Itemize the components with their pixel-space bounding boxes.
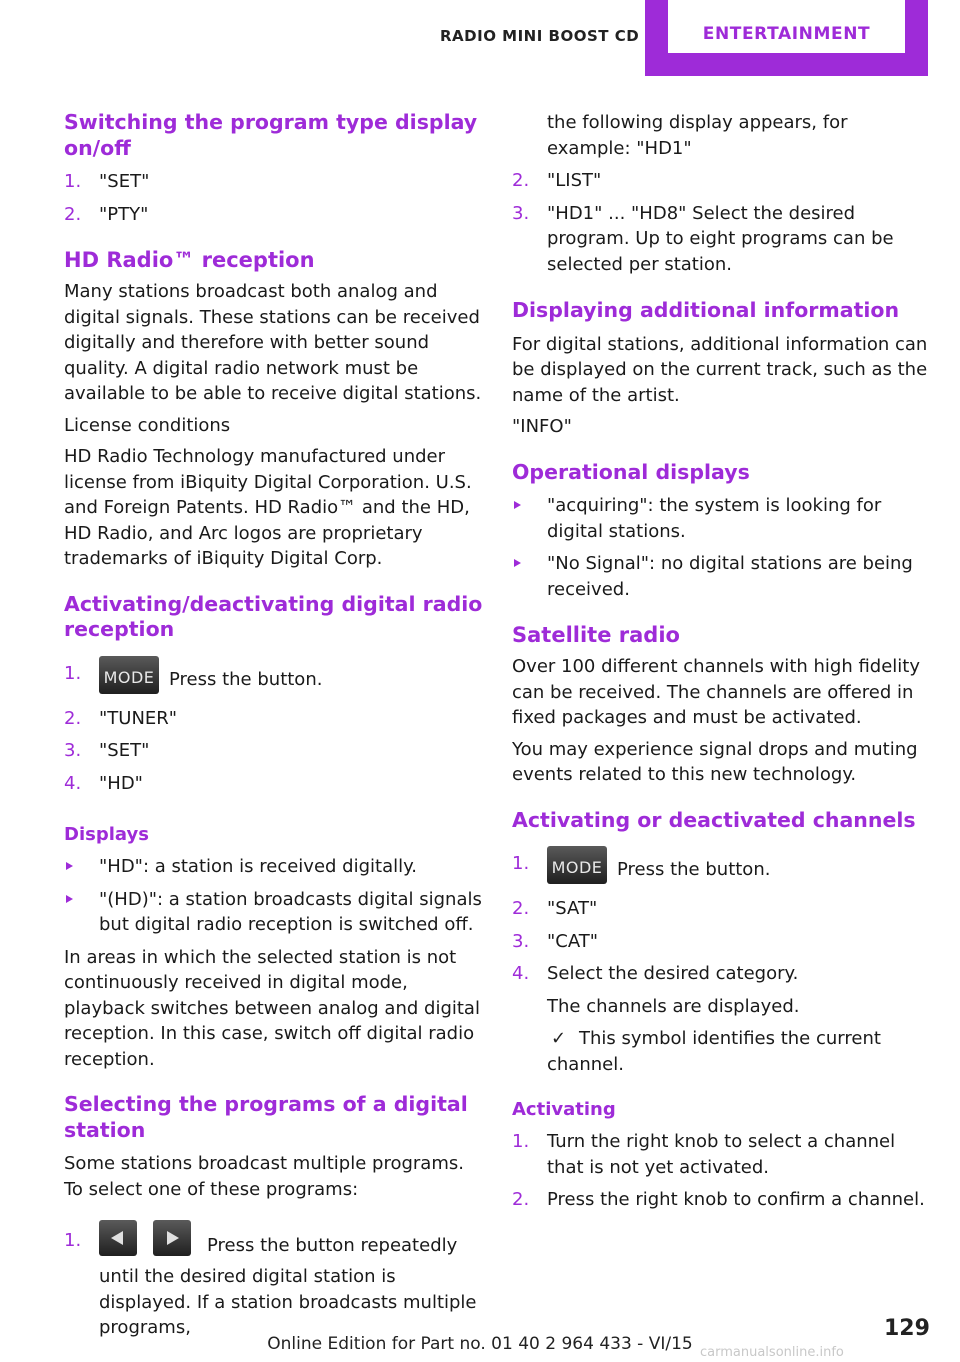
list-item-sub: ✓ This symbol identifies the current channel. xyxy=(547,1028,881,1075)
list-item: 1. Press the button repeatedly until the desired digital station is displayed. If a station broadcasts multiple programs, xyxy=(64,1228,484,1341)
chapter-tab xyxy=(645,0,928,76)
operational-list xyxy=(512,493,932,602)
list-item: 3. "CAT" xyxy=(512,930,599,952)
list-item: 3. "HD1" ... "HD8" Select the desired program. Up to eight programs can be selected per station. xyxy=(512,202,894,275)
list-item: 2. "SAT" xyxy=(512,898,598,919)
bullet-triangle-icon xyxy=(66,862,73,870)
previous-button-icon xyxy=(99,1220,137,1256)
page-number: 129 xyxy=(884,1316,930,1341)
next-button-icon xyxy=(153,1220,191,1256)
list-item: 1. Turn the right knob to select a channel that is not yet activated. xyxy=(512,1131,896,1178)
bullet-triangle-icon xyxy=(514,559,521,567)
heading-hd-radio: HD Radio™ reception xyxy=(64,248,315,272)
list-item: "(HD)": a station broadcasts digital signals but digital radio reception is switched off. xyxy=(64,887,484,938)
list-item: 4. "HD" xyxy=(64,772,143,794)
act-steps xyxy=(512,1129,932,1213)
heading-operational-displays: Operational displays xyxy=(512,459,750,484)
list-item: 2. "PTY" xyxy=(64,203,149,225)
paragraph: HD Radio Technology manufactured under license from iBiquity Digital Corporation. U.S. and Foreign Patents. HD Radio™ and the HD, HD Radio, and Arc logos are proprietary trademarks of iBiquity Digital Corp. xyxy=(64,446,472,569)
paragraph: In areas in which the selected station is not continuously received in digital mode, playback switches between analog and digital reception. In this case, switch off digital radio reception. xyxy=(64,946,480,1070)
list-item: 2. Press the right knob to confirm a channel. xyxy=(512,1189,925,1210)
paragraph: "INFO" xyxy=(512,416,572,437)
mode-button-icon: MODE xyxy=(547,846,607,884)
heading-activating: Activating xyxy=(512,1099,616,1120)
paragraph: You may experience signal drops and muting events related to this new technology. xyxy=(512,738,918,785)
paragraph: Some stations broadcast multiple programs. To select one of these programs: xyxy=(64,1153,464,1200)
list-item: "HD": a station is received digitally. xyxy=(64,854,484,880)
heading-switching-program-type: Switching the program type display on/off xyxy=(64,110,478,160)
list-item: 1. MODE Press the button. xyxy=(64,661,484,699)
heading-activating-digital-radio: Activating/deactivating digital radio reception xyxy=(64,591,483,641)
bullet-triangle-icon xyxy=(66,895,73,903)
running-header-section: RADIO MINI BOOST CD xyxy=(440,27,640,45)
heading-activating-channels: Activating or deactivated channels xyxy=(512,807,916,832)
heading-displays: Displays xyxy=(64,824,149,845)
list-item: 2. "LIST" xyxy=(512,170,602,191)
mode-button-icon: MODE xyxy=(99,656,159,694)
list-item: 1. MODE Press the button. xyxy=(512,851,932,889)
bullet-triangle-icon xyxy=(514,501,521,509)
list-item: 1. "SET" xyxy=(64,171,150,192)
watermark: carmanualsonline.info xyxy=(700,1345,844,1360)
continued-steps xyxy=(512,168,932,277)
paragraph: Many stations broadcast both analog and digital signals. These stations can be received digitally and therefore with better sound quality. A digital radio network must be available to be able to receive digital stations. xyxy=(64,281,482,404)
check-icon: ✓ xyxy=(551,1028,567,1049)
switch-steps xyxy=(64,169,484,227)
paragraph: License conditions xyxy=(64,414,231,436)
list-item: "acquiring": the system is looking for digital stations. xyxy=(512,493,932,544)
activating-steps xyxy=(64,661,484,797)
footer-edition: Online Edition for Part no. 01 40 2 964 433 - VI/15 xyxy=(267,1334,693,1354)
heading-additional-info: Displaying additional information xyxy=(512,298,900,322)
list-item-sub: The channels are displayed. xyxy=(547,995,800,1017)
paragraph: For digital stations, additional information can be displayed on the current track, such as the name of the artist. xyxy=(512,333,928,406)
list-item: 3. "SET" xyxy=(64,740,150,761)
heading-selecting-programs: Selecting the programs of a digital station xyxy=(64,1092,468,1142)
list-item-continued: the following display appears, for example: "HD1" xyxy=(547,112,848,159)
list-item: 2. "TUNER" xyxy=(64,707,178,729)
left-column xyxy=(64,110,484,1348)
channel-steps xyxy=(512,851,932,1077)
paragraph: Over 100 different channels with high fidelity can be received. The channels are offered in fixed packages and must be activated. xyxy=(512,656,921,728)
heading-satellite-radio: Satellite radio xyxy=(512,623,680,647)
list-item: 4. Select the desired category. xyxy=(512,963,799,984)
selecting-steps xyxy=(64,1228,484,1341)
displays-list xyxy=(64,854,484,938)
right-column xyxy=(512,110,932,1220)
chapter-tab-label: ENTERTAINMENT xyxy=(702,24,871,44)
list-item: "No Signal": no digital stations are being received. xyxy=(512,551,932,602)
